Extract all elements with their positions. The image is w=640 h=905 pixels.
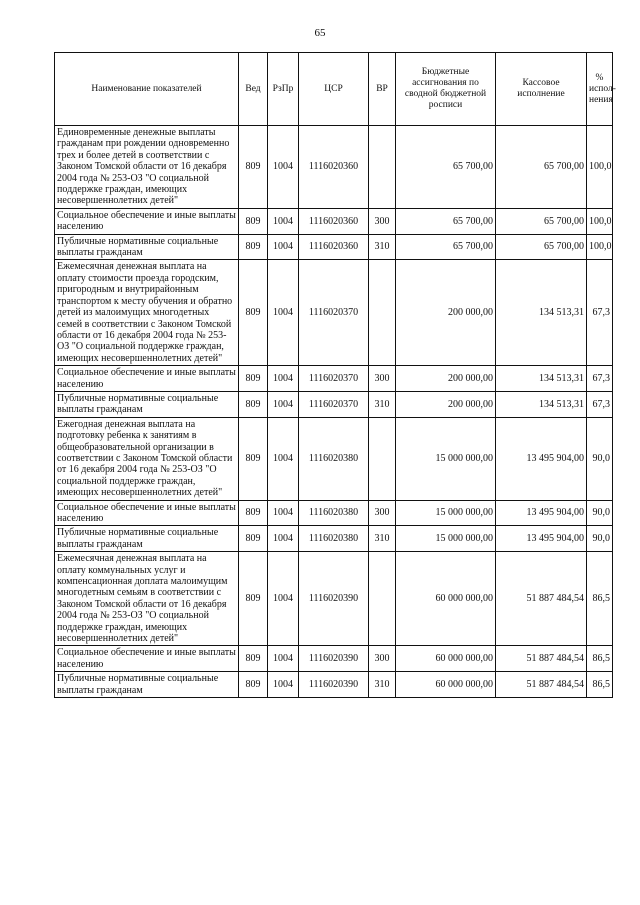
cell-rzpr: 1004 [268, 646, 299, 672]
cell-pct: 100,0 [587, 126, 613, 209]
cell-name: Ежемесячная денежная выплата на оплату коммунальных услуг и компенсационная доплата малоимущим многодетным семьям в соответствии с Законом Томской области от 16 декабря 2004 года № 253-ОЗ "О социальной поддержке граждан, имеющих несовершеннолетних детей" [55, 552, 239, 646]
cell-vr: 310 [369, 526, 396, 552]
cell-pct: 67,3 [587, 260, 613, 366]
cell-csr: 1116020370 [299, 366, 369, 392]
cell-budget: 200 000,00 [396, 366, 496, 392]
table-row [55, 417, 613, 500]
cell-name: Публичные нормативные социальные выплаты гражданам [55, 672, 239, 698]
cell-budget: 60 000 000,00 [396, 552, 496, 646]
budget-table [54, 52, 616, 698]
table-row [55, 366, 613, 392]
cell-csr: 1116020370 [299, 260, 369, 366]
cell-cash: 134 513,31 [496, 260, 587, 366]
cell-csr: 1116020360 [299, 126, 369, 209]
cell-cash: 51 887 484,54 [496, 672, 587, 698]
cell-rzpr: 1004 [268, 234, 299, 260]
cell-csr: 1116020390 [299, 646, 369, 672]
cell-csr: 1116020360 [299, 208, 369, 234]
cell-name: Единовременные денежные выплаты гражданам при рождении одновременно трех и более детей в соответствии с Законом Томской области от 16 декабря 2004 года № 253-ОЗ "О социальной поддержке граждан, имеющих несовершеннолетних детей" [55, 126, 239, 209]
cell-vr [369, 126, 396, 209]
cell-ved: 809 [239, 672, 268, 698]
header-budget: Бюджетные ассигнования по сводной бюджетной росписи [396, 53, 496, 126]
header-name: Наименование показателей [55, 53, 239, 126]
cell-pct: 86,5 [587, 552, 613, 646]
table-row [55, 526, 613, 552]
cell-ved: 809 [239, 366, 268, 392]
cell-pct: 90,0 [587, 526, 613, 552]
table-row [55, 500, 613, 526]
cell-csr: 1116020390 [299, 672, 369, 698]
cell-csr: 1116020380 [299, 417, 369, 500]
cell-budget: 65 700,00 [396, 208, 496, 234]
cell-pct: 67,3 [587, 366, 613, 392]
cell-rzpr: 1004 [268, 552, 299, 646]
cell-vr: 310 [369, 391, 396, 417]
cell-ved: 809 [239, 126, 268, 209]
cell-rzpr: 1004 [268, 526, 299, 552]
table-row [55, 391, 613, 417]
cell-rzpr: 1004 [268, 208, 299, 234]
cell-cash: 65 700,00 [496, 126, 587, 209]
cell-vr: 310 [369, 672, 396, 698]
cell-cash: 134 513,31 [496, 366, 587, 392]
cell-cash: 134 513,31 [496, 391, 587, 417]
cell-rzpr: 1004 [268, 366, 299, 392]
header-rzpr: РзПр [268, 53, 299, 126]
cell-budget: 200 000,00 [396, 391, 496, 417]
table-row [55, 672, 613, 698]
cell-pct: 90,0 [587, 417, 613, 500]
cell-cash: 13 495 904,00 [496, 526, 587, 552]
cell-pct: 100,0 [587, 208, 613, 234]
header-ved: Вед [239, 53, 268, 126]
cell-name: Публичные нормативные социальные выплаты гражданам [55, 526, 239, 552]
cell-rzpr: 1004 [268, 672, 299, 698]
cell-pct: 90,0 [587, 500, 613, 526]
cell-csr: 1116020390 [299, 552, 369, 646]
cell-ved: 809 [239, 526, 268, 552]
cell-ved: 809 [239, 646, 268, 672]
cell-ved: 809 [239, 500, 268, 526]
cell-pct: 86,5 [587, 672, 613, 698]
table-row [55, 552, 613, 646]
cell-rzpr: 1004 [268, 417, 299, 500]
cell-cash: 13 495 904,00 [496, 417, 587, 500]
table-header-row [55, 53, 613, 126]
cell-name: Публичные нормативные социальные выплаты гражданам [55, 391, 239, 417]
cell-csr: 1116020380 [299, 526, 369, 552]
header-csr: ЦСР [299, 53, 369, 126]
cell-budget: 65 700,00 [396, 126, 496, 209]
cell-pct: 67,3 [587, 391, 613, 417]
cell-cash: 51 887 484,54 [496, 552, 587, 646]
cell-budget: 200 000,00 [396, 260, 496, 366]
table-row [55, 126, 613, 209]
cell-cash: 65 700,00 [496, 234, 587, 260]
cell-vr: 310 [369, 234, 396, 260]
cell-csr: 1116020370 [299, 391, 369, 417]
cell-budget: 60 000 000,00 [396, 672, 496, 698]
cell-ved: 809 [239, 417, 268, 500]
header-pct: % испол-нения [587, 53, 613, 126]
cell-budget: 60 000 000,00 [396, 646, 496, 672]
table-row [55, 260, 613, 366]
cell-csr: 1116020380 [299, 500, 369, 526]
cell-name: Социальное обеспечение и иные выплаты населению [55, 366, 239, 392]
cell-ved: 809 [239, 260, 268, 366]
header-cash: Кассовое исполнение [496, 53, 587, 126]
cell-rzpr: 1004 [268, 391, 299, 417]
cell-name: Публичные нормативные социальные выплаты гражданам [55, 234, 239, 260]
table-row [55, 208, 613, 234]
cell-vr: 300 [369, 646, 396, 672]
cell-cash: 13 495 904,00 [496, 500, 587, 526]
cell-ved: 809 [239, 552, 268, 646]
cell-pct: 86,5 [587, 646, 613, 672]
cell-name: Социальное обеспечение и иные выплаты населению [55, 500, 239, 526]
cell-name: Социальное обеспечение и иные выплаты населению [55, 646, 239, 672]
table-row [55, 646, 613, 672]
cell-rzpr: 1004 [268, 500, 299, 526]
cell-budget: 15 000 000,00 [396, 500, 496, 526]
cell-name: Ежегодная денежная выплата на подготовку ребенка к занятиям в общеобразовательной организации в соответствии с Законом Томской области от 16 декабря 2004 года № 253-ОЗ "О социальной поддержке граждан, имеющих несовершеннолетних детей" [55, 417, 239, 500]
cell-vr: 300 [369, 366, 396, 392]
cell-cash: 51 887 484,54 [496, 646, 587, 672]
cell-ved: 809 [239, 234, 268, 260]
cell-rzpr: 1004 [268, 126, 299, 209]
cell-budget: 15 000 000,00 [396, 417, 496, 500]
cell-ved: 809 [239, 391, 268, 417]
cell-rzpr: 1004 [268, 260, 299, 366]
cell-vr [369, 552, 396, 646]
cell-cash: 65 700,00 [496, 208, 587, 234]
page-number: 65 [314, 27, 326, 39]
cell-ved: 809 [239, 208, 268, 234]
cell-vr [369, 417, 396, 500]
table-row [55, 234, 613, 260]
cell-vr: 300 [369, 500, 396, 526]
cell-budget: 65 700,00 [396, 234, 496, 260]
cell-csr: 1116020360 [299, 234, 369, 260]
cell-pct: 100,0 [587, 234, 613, 260]
cell-name: Ежемесячная денежная выплата на оплату стоимости проезда городским, пригородным и внутрирайонным транспортом к месту обучения и обратно детей из малоимущих многодетных семей в соответствии с Законом Томской области от 16 декабря 2004 года № 253-ОЗ "О социальной поддержке граждан, имеющих несовершеннолетних детей" [55, 260, 239, 366]
cell-budget: 15 000 000,00 [396, 526, 496, 552]
cell-vr [369, 260, 396, 366]
header-vr: ВР [369, 53, 396, 126]
cell-name: Социальное обеспечение и иные выплаты населению [55, 208, 239, 234]
cell-vr: 300 [369, 208, 396, 234]
